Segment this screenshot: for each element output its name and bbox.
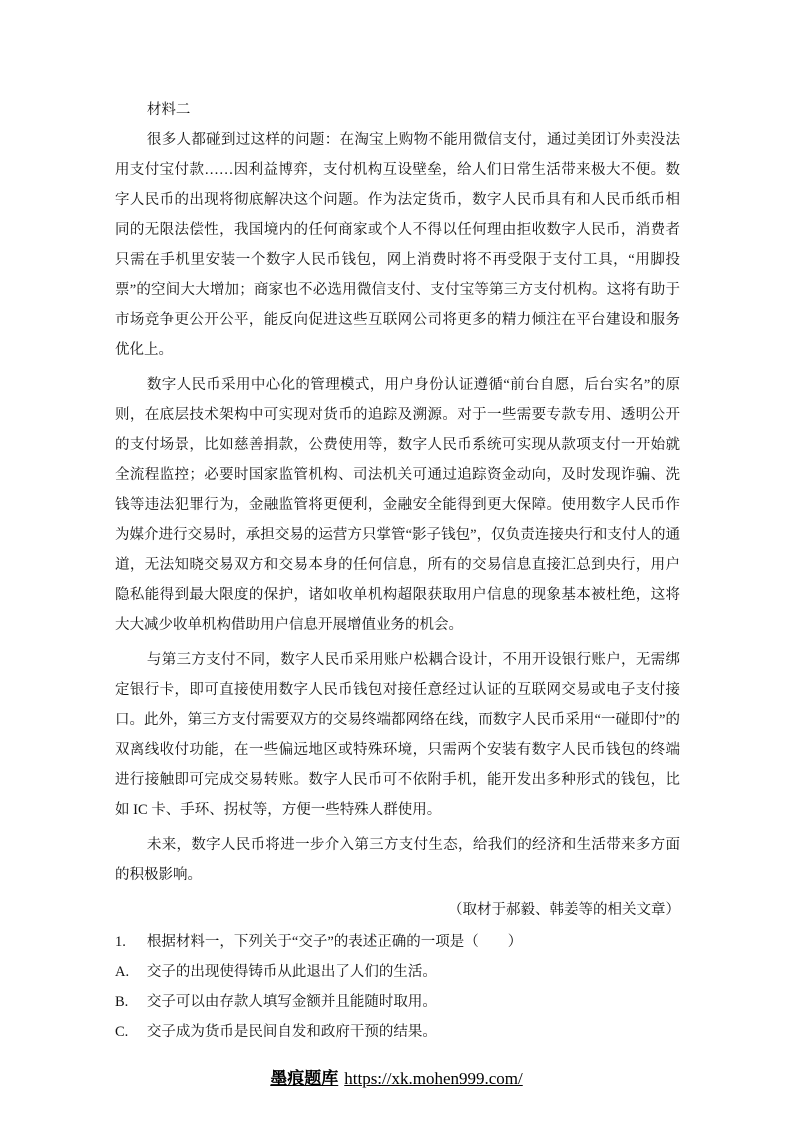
question-text: 根据材料一，下列关于“交子”的表述正确的一项是（ ） (146, 934, 523, 950)
footer-url: https://xk.mohen999.com/ (344, 1069, 523, 1088)
option-a (115, 957, 680, 987)
question-stem (115, 927, 680, 957)
option-a-text: 交子的出现使得铸币从此退出了人们的生活。 (146, 964, 437, 980)
option-c (115, 1017, 680, 1047)
question-block (115, 927, 680, 1047)
option-b-text: 交子可以由存款人填写金额并且能随时取用。 (146, 994, 437, 1010)
page-footer (0, 1066, 793, 1092)
option-c-text: 交子成为货币是民间自发和政府干预的结果。 (146, 1024, 437, 1040)
paragraph-2: 数字人民币采用中心化的管理模式，用户身份认证遵循“前台自愿，后台实名”的原则，在底层技术架构中可实现对货币的追踪及溯源。对于一些需要专款专用、透明公开的支付场景，比如慈善捐款，公费使用等，数字人民币系统可实现从款项支付一开始就全流程监控；必要时国家监管机构、司法机关可通过追踪资金动向，及时发现诈骗、洗钱等违法犯罪行为，金融监管将更便利，金融安全能得到更大保障。使用数字人民币作为媒介进行交易时，承担交易的运营方只掌管“影子钱包”，仅负责连接央行和支付人的通道，无法知晓交易双方和交易本身的任何信息，所有的交易信息直接汇总到央行，用户隐私能得到最大限度的保护，诸如收单机构超限获取用户信息的现象基本被杜绝，这将大大减少收单机构借助用户信息开展增值业务的机会。 (115, 377, 680, 633)
paragraph-3: 与第三方支付不同，数字人民币采用账户松耦合设计，不用开设银行账户，无需绑定银行卡，即可直接使用数字人民币钱包对接任意经过认证的互联网交易或电子支付接口。此外，第三方支付需要双方的交易终端都网络在线，而数字人民币采用“一碰即付”的双离线收付功能，在一些偏远地区或特殊环境，只需两个安装有数字人民币钱包的终端进行接触即可完成交易转账。数字人民币可不依附手机，能开发出多种形式的钱包，比如 IC 卡、手环、拐杖等，方便一些特殊人群使用。 (115, 652, 680, 818)
section-heading: 材料二 (146, 102, 191, 118)
footer-site-name: 墨痕题库 (270, 1069, 339, 1088)
option-b-label: B. (115, 994, 129, 1010)
source-attribution: （取材于郝毅、韩姜等的相关文章） (448, 902, 680, 918)
paragraph-1: 很多人都碰到过这样的问题：在淘宝上购物不能用微信支付，通过美团订外卖没法用支付宝付款……因利益博弈，支付机构互设壁垒，给人们日常生活带来极大不便。数字人民币的出现将彻底解决这个问题。作为法定货币，数字人民币具有和人民币纸币相同的无限法偿性，我国境内的任何商家或个人不得以任何理由拒收数字人民币，消费者只需在手机里安装一个数字人民币钱包，网上消费时将不再受限于支付工具，“用脚投票”的空间大大增加；商家也不必选用微信支付、支付宝等第三方支付机构。这将有助于市场竞争更公开公平，能反向促进这些互联网公司将更多的精力倾注在平台建设和服务优化上。 (115, 132, 680, 358)
option-a-label: A. (115, 964, 130, 980)
option-b (115, 987, 680, 1017)
question-number: 1. (115, 934, 126, 950)
footer-link[interactable] (270, 1069, 523, 1088)
paragraph-4: 未来，数字人民币将进一步介入第三方支付生态，给我们的经济和生活带来多方面的积极影响。 (115, 837, 680, 883)
option-c-label: C. (115, 1024, 129, 1040)
